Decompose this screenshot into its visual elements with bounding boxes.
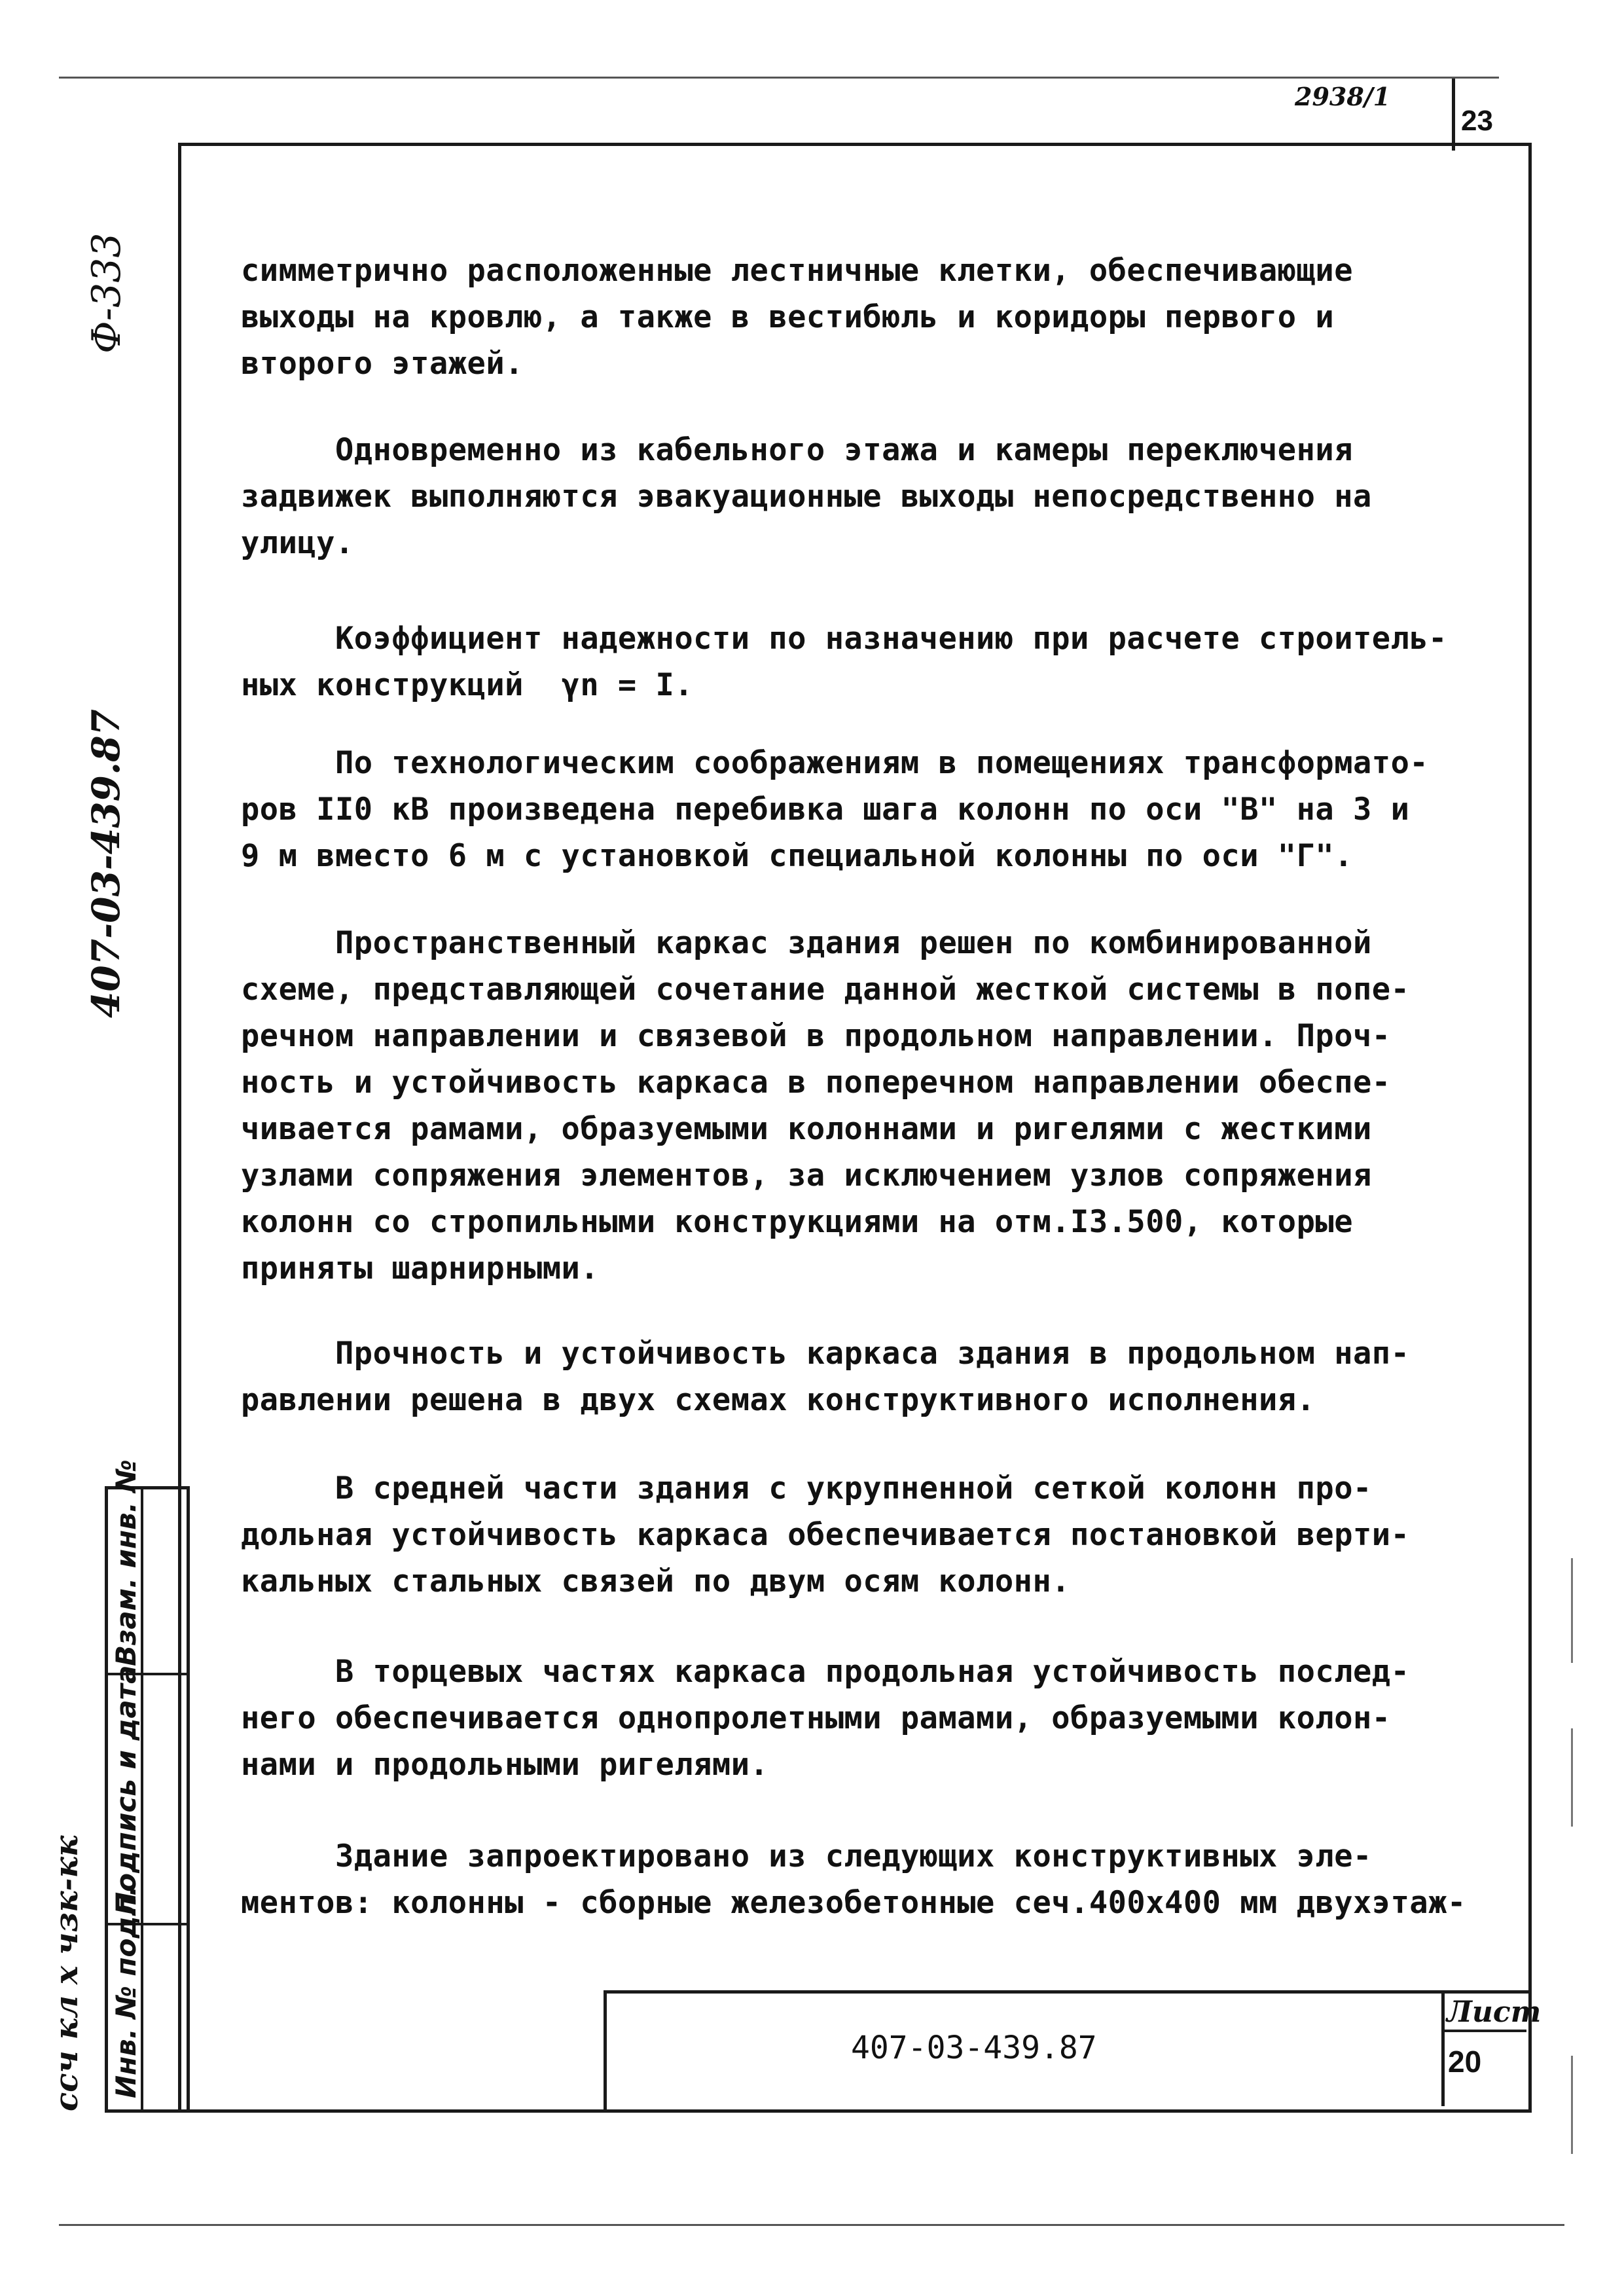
sheet-number: 20 (1448, 2045, 1482, 2079)
paragraph-3 (241, 615, 1447, 708)
text-line: ров II0 кВ произведена перебивка шага колонн по оси "В" на 3 и (241, 792, 1410, 828)
paragraph-7 (241, 1465, 1439, 1605)
text-line: чивается рамами, образуемыми колоннами и ригелями с жесткими (241, 1111, 1372, 1147)
document-designation: 407-03-439.87 (851, 2030, 1097, 2066)
text-line: симметрично расположенные лестничные клетки, обеспечивающие (241, 253, 1353, 289)
text-line: В средней части здания с укрупненной сеткой колонн про- (241, 1470, 1372, 1506)
text-line: схеме, представляющей сочетание данной жесткой системы в попе- (241, 972, 1410, 1008)
text-line: ных конструкций γn = I. (241, 667, 694, 703)
text-line: ментов: колонны - сборные железобетонные сеч.400х400 мм двухэтаж- (241, 1885, 1466, 1921)
text-line: колонн со стропильными конструкциями на отм.I3.500, которые (241, 1204, 1353, 1240)
inventory-vertical: ссч кл х чзк-кк (48, 1835, 85, 2111)
text-line: Прочность и устойчивость каркаса здания в продольном нап- (241, 1336, 1410, 1372)
text-line: Одновременно из кабельного этажа и камеры переключения (241, 432, 1353, 468)
text-line: него обеспечивается однопролетными рамами, образуемыми колон- (241, 1700, 1391, 1736)
page-number-box-left (1452, 79, 1455, 151)
text-line: выходы на кровлю, а также в вестибюль и коридоры первого и (241, 299, 1335, 335)
title-block-sheet-divider (1441, 1990, 1445, 2106)
sheet-label: Лист (1447, 1995, 1542, 2029)
title-block-sheet-row (1441, 2030, 1526, 2032)
text-line: В торцевых частях каркаса продольная устойчивость послед- (241, 1654, 1410, 1690)
text-line: задвижек выполняются эвакуационные выходы непосредственно на (241, 479, 1372, 515)
text-line: кальных стальных связей по двум осям колонн. (241, 1563, 1071, 1599)
text-line: нами и продольными ригелями. (241, 1747, 769, 1783)
scan-mark (1571, 1558, 1573, 1663)
text-line: По технологическим соображениям в помещениях трансформато- (241, 745, 1429, 781)
stamp-cell-vzam: Взам. инв. № (110, 1459, 142, 1666)
text-line: 9 м вместо 6 м с установкой специальной колонны по оси "Г". (241, 838, 1353, 874)
scan-mark (1571, 1728, 1573, 1827)
form-code: Ф-333 (84, 232, 130, 354)
bottom-edge-line (59, 2224, 1564, 2226)
text-line: улицу. (241, 525, 354, 561)
paragraph-4 (241, 740, 1439, 879)
paragraph-2 (241, 427, 1439, 566)
scan-mark (1571, 2056, 1573, 2154)
paragraph-6 (241, 1330, 1439, 1423)
text-line: равлении решена в двух схемах конструктивного исполнения. (241, 1382, 1316, 1418)
handwritten-number: 2938/1 (1295, 82, 1391, 111)
text-line: ность и устойчивость каркаса в поперечном направлении обеспе- (241, 1065, 1391, 1101)
stamp-cell-inv: Инв. № подл. (110, 1886, 142, 2098)
text-line: узлами сопряжения элементов, за исключением узлов сопряжения (241, 1157, 1372, 1194)
text-line: дольная устойчивость каркаса обеспечивается постановкой верти- (241, 1517, 1410, 1553)
text-line: речном направлении и связевой в продольном направлении. Проч- (241, 1018, 1391, 1054)
text-line: приняты шарнирными. (241, 1250, 600, 1286)
doc-code-vertical: 407-03-439.87 (84, 709, 128, 1018)
text-line: Пространственный каркас здания решен по комбинированной (241, 925, 1372, 961)
page-number-top: 23 (1461, 105, 1493, 137)
stamp-cell-podpis: Подпись и дата (110, 1665, 142, 1915)
paragraph-8 (241, 1649, 1439, 1788)
text-line: второго этажей. (241, 346, 524, 382)
text-line: Здание запроектировано из следующих конструктивных эле- (241, 1838, 1372, 1874)
paragraph-5 (241, 920, 1439, 1292)
top-edge-line (59, 77, 1499, 79)
paragraph-1 (241, 247, 1439, 387)
text-line: Коэффициент надежности по назначению при расчете строитель- (241, 621, 1447, 657)
paragraph-9 (241, 1833, 1466, 1926)
